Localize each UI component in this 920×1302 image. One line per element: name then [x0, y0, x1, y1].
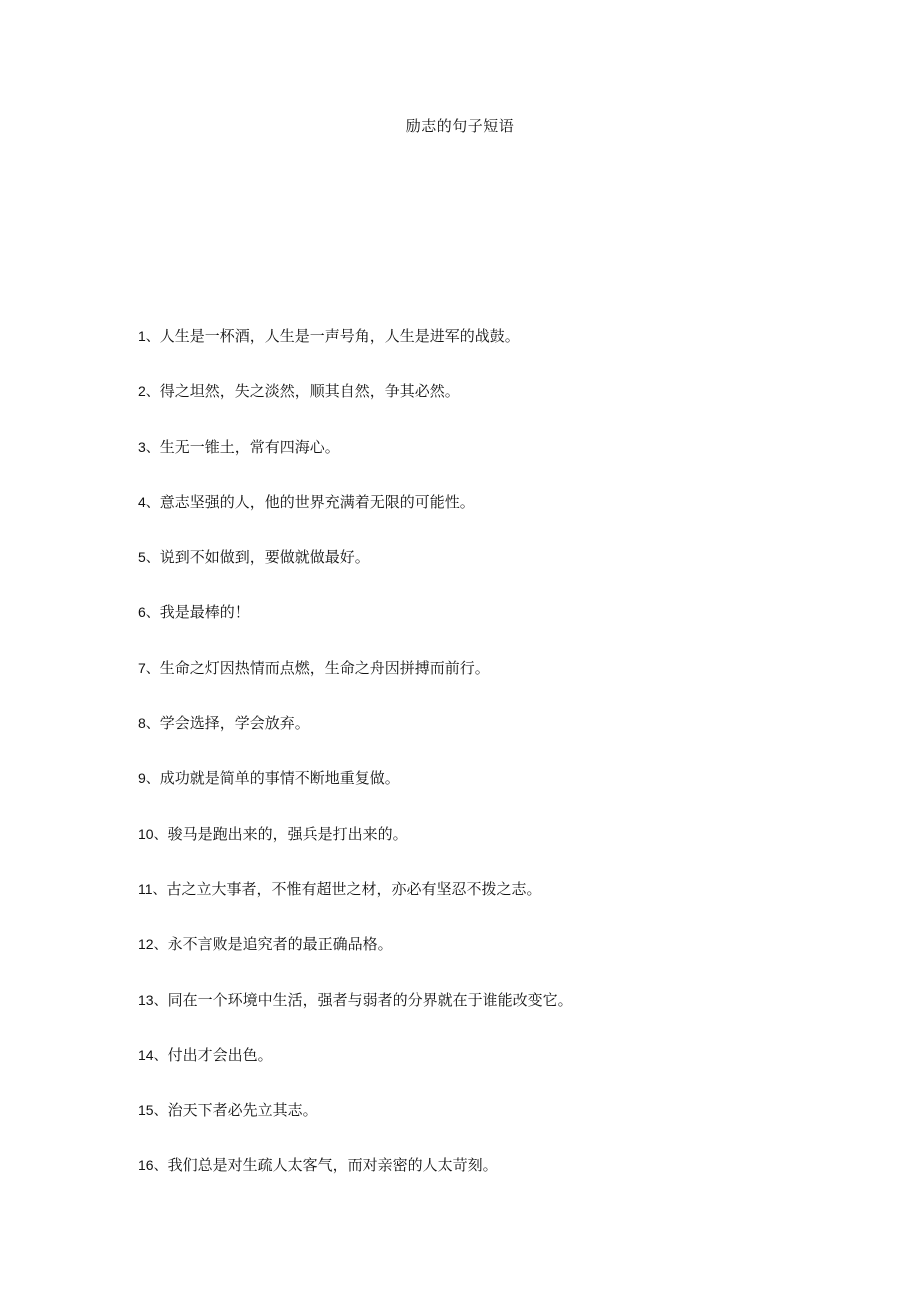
- list-item: [138, 436, 838, 491]
- item-number: 8、: [138, 715, 160, 732]
- list-item: [138, 712, 838, 767]
- item-text: 同在一个环境中生活，强者与弱者的分界就在于谁能改变它。: [167, 990, 573, 1009]
- list-item: [138, 491, 838, 546]
- item-text: 成功就是简单的事情不断地重复做。: [159, 769, 400, 788]
- item-text: 付出才会出色。: [167, 1045, 273, 1064]
- item-text: 说到不如做到，要做就做最好。: [159, 548, 370, 567]
- list-item: [138, 823, 838, 878]
- item-number: 15、: [138, 1102, 168, 1119]
- list-item: [138, 657, 838, 712]
- list-item: [138, 989, 838, 1044]
- item-number: 6、: [138, 604, 160, 621]
- item-text: 古之立大事者，不惟有超世之材，亦必有坚忍不拨之志。: [166, 879, 542, 898]
- item-text: 人生是一杯酒，人生是一声号角，人生是进军的战鼓。: [159, 327, 520, 345]
- item-text: 意志坚强的人，他的世界充满着无限的可能性。: [159, 492, 475, 511]
- item-text: 我们总是对生疏人太客气，而对亲密的人太苛刻。: [167, 1156, 498, 1175]
- item-text: 得之坦然，失之淡然，顺其自然，争其必然。: [159, 382, 460, 401]
- list-item: [138, 1154, 838, 1209]
- item-text: 永不言败是追究者的最正确品格。: [167, 935, 393, 954]
- item-number: 13、: [138, 991, 168, 1008]
- item-number: 16、: [138, 1157, 168, 1174]
- item-text: 我是最棒的！: [159, 603, 250, 622]
- document-title: 励志的句子短语: [405, 117, 515, 135]
- list-item: [138, 1044, 838, 1099]
- list-item: [138, 601, 838, 656]
- item-number: 1、: [138, 328, 160, 344]
- list-item: [138, 933, 838, 988]
- list-item: [138, 380, 838, 435]
- item-text: 骏马是跑出来的，强兵是打出来的。: [167, 824, 408, 843]
- item-number: 7、: [138, 659, 160, 676]
- item-number: 11、: [138, 880, 167, 897]
- list-item: [138, 325, 838, 380]
- item-number: 3、: [138, 438, 160, 455]
- item-number: 9、: [138, 770, 160, 787]
- item-number: 10、: [138, 825, 168, 842]
- item-text: 治天下者必先立其志。: [167, 1101, 318, 1120]
- item-number: 2、: [138, 383, 160, 400]
- item-text: 生无一锥土，常有四海心。: [159, 437, 340, 456]
- list-item: [138, 878, 838, 933]
- item-text: 生命之灯因热情而点燃，生命之舟因拼搏而前行。: [159, 658, 490, 677]
- list-item: [138, 767, 838, 822]
- item-number: 14、: [138, 1046, 168, 1063]
- list-item: [138, 1099, 838, 1154]
- quote-list: [138, 325, 838, 1210]
- item-number: 12、: [138, 936, 168, 953]
- item-number: 4、: [138, 493, 160, 510]
- item-text: 学会选择，学会放弃。: [159, 714, 310, 733]
- list-item: [138, 546, 838, 601]
- item-number: 5、: [138, 549, 160, 566]
